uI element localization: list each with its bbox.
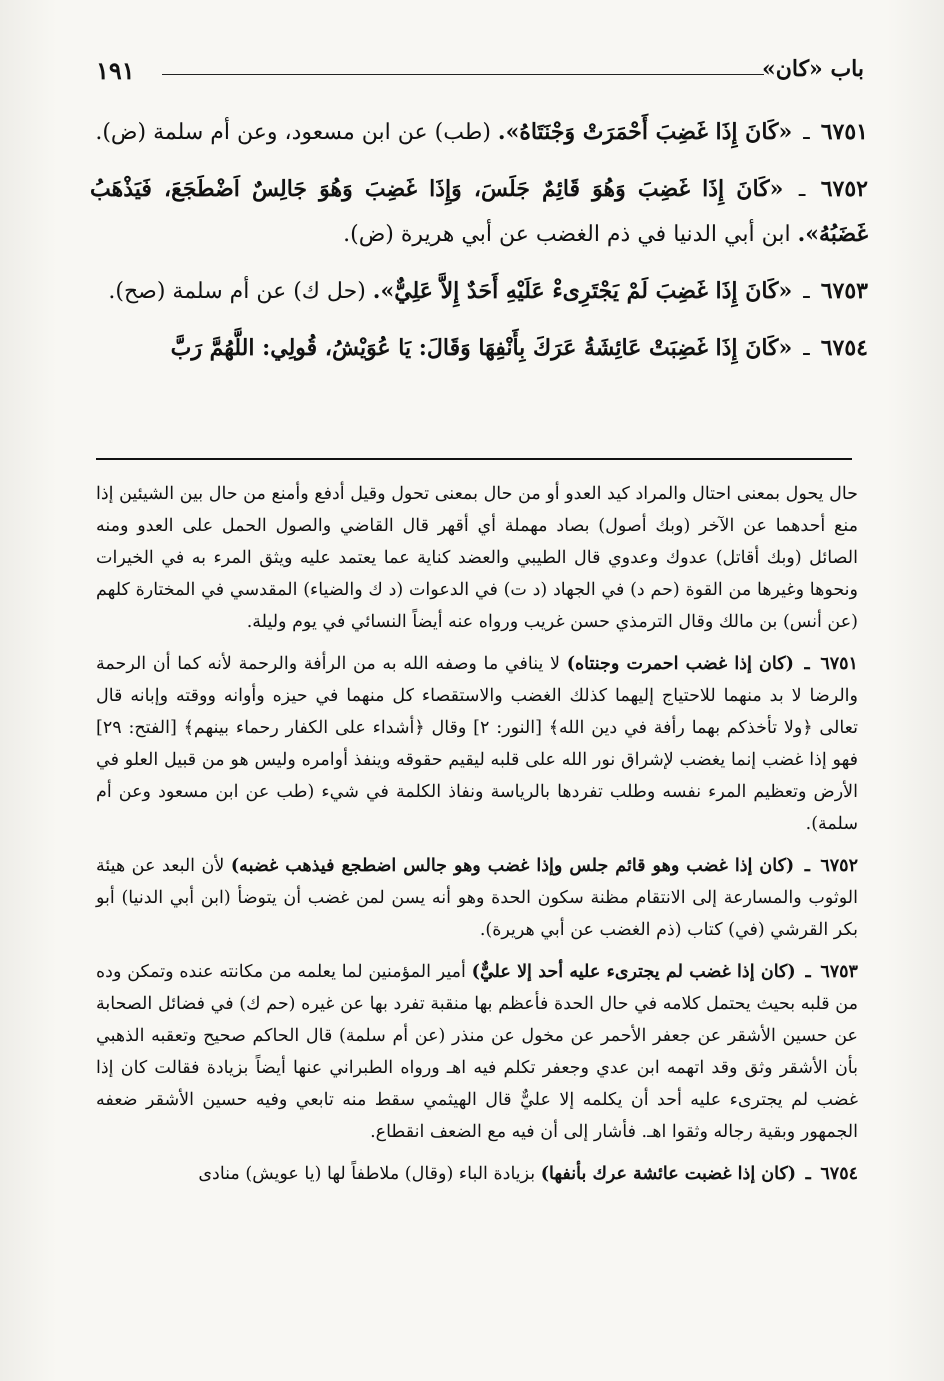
commentary-paragraph: ٦٧٥٤ ـ (كان إذا غضبت عائشة عرك بأنفها) بزيادة الباء (وقال) ملاطفاً لها (يا عويش) منادى (198, 1164, 858, 1184)
commentary-text: حال يحول بمعنى احتال والمراد كيد العدو أو من حال بمعنى تحول وقيل أدفع وأمنع من حال بين الشيئين إذا منع أحدهما عن الآخر (وبك أصول) بصاد مهملة أي أقهر قال القاضي والصول الحمل على العدو ومنه الصائل (وبك أقاتل) عدوك وعدوي قال الطيبي والعضد كناية عما يعتمد عليه ويثق المرء به في الخيرات ونحوها وغيرها من القوة (حم د) في الجهاد (د ت) في الدعوات (د ك والضياء) المقدسي في المختارة كلهم (عن أنس) بن مالك وقال الترمذي حسن غريب ورواه عنه أيضاً النسائي في يوم وليلة. (96, 484, 858, 632)
footnote-divider (96, 458, 852, 460)
commentary-paragraph: ٦٧٥٣ ـ (كان إذا غضب لم يجترىء عليه أحد إلا عليٌّ) أمير المؤمنين لما يعلمه من مكانته عنده وتمكن وده من قلبه بحيث يحتمل كلامه في حال الحدة فأعظم بها منقبة تفرد بها عن غيره (حم ك) في فضائل الصحابة عن حسين الأشقر عن جعفر الأحمر عن مخول عن منذر (عن أم سلمة) قال الحاكم صحيح وتعقبه الذهبي بأن الأشقر وثق وقد اتهمه ابن عدي وجعفر تكلم فيه اهـ ورواه الطبراني عنها أيضاً بزيادة فقالت كان إذا غضب لم يجترىء عليه أحد أن يكلمه إلا عليٌّ قال الهيثمي سقط منه تابعي وفيه حسين الأشقر ضعفه الجمهور وبقية رجاله وثقوا اهـ. فأشار إلى أن فيه مع الضعف انقطاع. (96, 962, 858, 1142)
commentary-block (96, 478, 858, 1200)
commentary-paragraph (96, 478, 858, 638)
commentary-number: ٦٧٥٤ (820, 1164, 858, 1184)
hadith-matn: «كَانَ إِذَا غَضِبَ وَهُوَ قَائِمٌ جَلَسَ، وَإِذَا غَضِبَ وَهُوَ جَالِسٌ اَضْطَجَعَ، فَيَذْهَبُ غَضَبُهُ». (90, 176, 868, 247)
hadith-source: ابن أبي الدنيا في ذم الغضب عن أبي هريرة (ض). (343, 222, 791, 247)
commentary-text: لا ينافي ما وصفه الله به من الرأفة والرحمة لأنه كما أن الرحمة والرضا لا بد منهما للاحتياج إليهما كذلك الغضب والاستقصاء كل منهما في حيزه وأوانه ووقته وإبانه قال تعالى ﴿ولا تأخذكم بهما رأفة في دين الله﴾ [النور: ٢] وقال ﴿أشداء على الكفار رحماء بينهم﴾ [الفتح: ٢٩] فهو إذا غضب إنما يغضب لإشراق نور الله على قلبه ليقيم حقوقه وينفذ أوامره وليس هو من قبيل العلو في الأرض وتعظيم المرء نفسه وطلب تفردها بالرياسة ونفاذ الكلمة في شيء (طب عن ابن مسعود وعن أم سلمة). (96, 654, 858, 834)
header-rule (162, 74, 764, 75)
page-number: ١٩١ (96, 56, 135, 85)
hadith-number: ٦٧٥٢ (820, 176, 868, 202)
chapter-title: باب «كان» (761, 56, 864, 82)
hadith-number: ٦٧٥٣ (820, 278, 868, 304)
commentary-paragraph: ٦٧٥٢ ـ (كان إذا غضب وهو قائم جلس وإذا غضب وهو جالس اضطجع فيذهب غضبه) لأن البعد عن هيئة الوثوب والمسارعة إلى الانتقام مظنة سكون الحدة وهو أنه يسن لمن غضب أن يتوضأ (ابن أبي الدنيا) أبو بكر القرشي (في) كتاب (ذم الغضب عن أبي هريرة). (96, 856, 858, 940)
commentary-number: ٦٧٥٣ (820, 962, 858, 982)
hadith-entry: ٦٧٥١ ـ «كَانَ إِذَا غَضِبَ أَحْمَرَتْ وَجْنَتَاهُ». (طب) عن ابن مسعود، وعن أم سلمة (ض). (95, 119, 868, 145)
hadith-entry: ٦٧٥٣ ـ «كَانَ إِذَا غَضِبَ لَمْ يَجْتَرِىءْ عَلَيْهِ أَحَدٌ إِلاَّ عَلِيٌّ». (حل ك) عن أم سلمة (صح). (108, 278, 868, 304)
commentary-text: لأن البعد عن هيئة الوثوب والمسارعة إلى الانتقام مظنة سكون الحدة وهو أنه يسن لمن غضب أن يتوضأ (ابن أبي الدنيا) أبو بكر القرشي (في) كتاب (ذم الغضب عن أبي هريرة). (96, 856, 858, 940)
commentary-text: بزيادة الباء (وقال) ملاطفاً لها (يا عويش) منادى (198, 1164, 536, 1184)
commentary-lead: (كان إذا غضب لم يجترىء عليه أحد إلا عليٌّ) (471, 962, 796, 982)
hadith-matn: «كَانَ إِذَا غَضِبَ لَمْ يَجْتَرِىءْ عَلَيْهِ أَحَدٌ إِلاَّ عَلِيٌّ». (372, 278, 793, 304)
page-header (96, 52, 864, 92)
hadith-number: ٦٧٥١ (820, 119, 868, 145)
commentary-text: أمير المؤمنين لما يعلمه من مكانته عنده وتمكن وده من قلبه بحيث يحتمل كلامه في حال الحدة فأعظم بها منقبة تفرد بها عن غيره (حم ك) في فضائل الصحابة عن حسين الأشقر عن جعفر الأحمر عن مخول عن منذر (عن أم سلمة) قال الحاكم صحيح وتعقبه الذهبي بأن الأشقر وثق وقد اتهمه ابن عدي وجعفر تكلم فيه اهـ ورواه الطبراني عنها أيضاً بزيادة فقالت كان إذا غضب لم يجترىء عليه أحد أن يكلمه إلا عليٌّ قال الهيثمي سقط منه تابعي وفيه حسين الأشقر ضعفه الجمهور وبقية رجاله وثقوا اهـ. فأشار إلى أن فيه مع الضعف انقطاع. (96, 962, 858, 1142)
hadith-matn: «كَانَ إِذَا غَضِبَ أَحْمَرَتْ وَجْنَتَاهُ». (497, 119, 793, 145)
commentary-number: ٦٧٥٢ (820, 856, 858, 876)
commentary-lead: (كان إذا غضبت عائشة عرك بأنفها) (540, 1164, 797, 1184)
hadith-matn: «كَانَ إِذَا غَضِبَتْ عَائِشَةُ عَرَكَ بِأَنْفِهَا وَقَالَ: يَا عُوَيْشُ، قُولِي: اللَّهُمَّ رَبَّ (170, 335, 793, 361)
commentary-paragraph: ٦٧٥١ ـ (كان إذا غضب احمرت وجنتاه) لا ينافي ما وصفه الله به من الرأفة والرحمة لأنه كما أن الرحمة والرضا لا بد منهما للاحتياج إليهما كذلك الغضب والاستقصاء كل منهما في حيزه وأوانه ووقته وإبانه قال تعالى ﴿ولا تأخذكم بهما رأفة في دين الله﴾ [النور: ٢] وقال ﴿أشداء على الكفار رحماء بينهم﴾ [الفتح: ٢٩] فهو إذا غضب إنما يغضب لإشراق نور الله على قلبه ليقيم حقوقه وينفذ أوامره وليس هو من قبيل العلو في الأرض وتعظيم المرء نفسه وطلب تفردها بالرياسة ونفاذ الكلمة في شيء (طب عن ابن مسعود وعن أم سلمة). (96, 654, 858, 834)
hadith-source: (طب) عن ابن مسعود، وعن أم سلمة (ض). (95, 120, 491, 145)
hadith-source: (حل ك) عن أم سلمة (صح). (108, 279, 366, 304)
commentary-lead: (كان إذا غضب احمرت وجنتاه) (566, 654, 794, 674)
hadith-text-block (90, 110, 868, 383)
hadith-number: ٦٧٥٤ (820, 335, 868, 361)
hadith-entry: ٦٧٥٤ ـ «كَانَ إِذَا غَضِبَتْ عَائِشَةُ عَرَكَ بِأَنْفِهَا وَقَالَ: يَا عُوَيْشُ، قُولِي: اللَّهُمَّ رَبَّ (170, 335, 868, 361)
commentary-lead: (كان إذا غضب وهو قائم جلس وإذا غضب وهو جالس اضطجع فيذهب غضبه) (230, 856, 795, 876)
commentary-number: ٦٧٥١ (820, 654, 858, 674)
hadith-entry: ٦٧٥٢ ـ «كَانَ إِذَا غَضِبَ وَهُوَ قَائِمٌ جَلَسَ، وَإِذَا غَضِبَ وَهُوَ جَالِسٌ اَضْطَجَعَ، فَيَذْهَبُ غَضَبُهُ». ابن أبي الدنيا في ذم الغضب عن أبي هريرة (ض). (90, 176, 868, 247)
